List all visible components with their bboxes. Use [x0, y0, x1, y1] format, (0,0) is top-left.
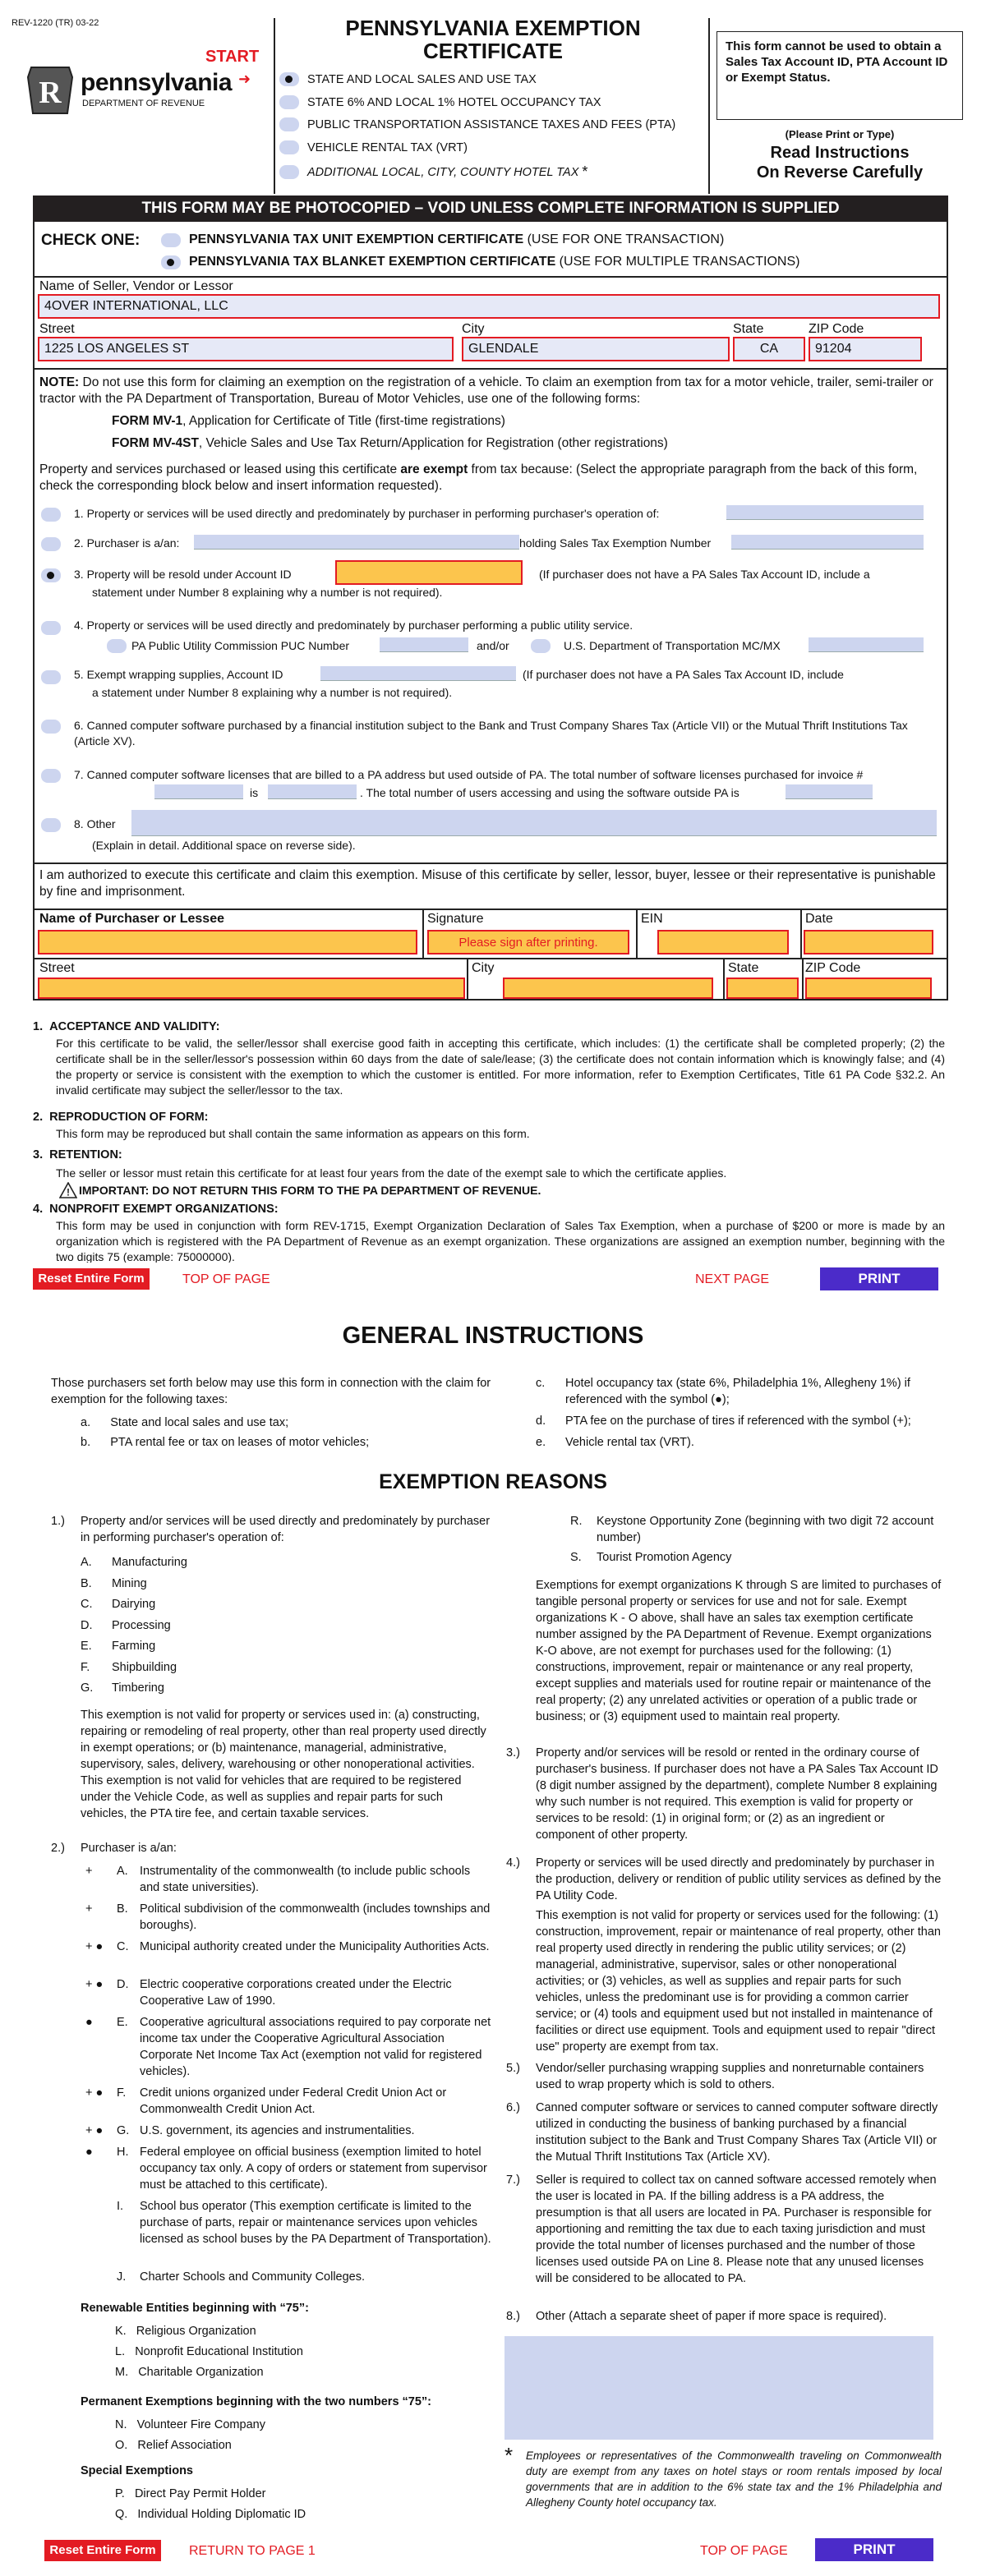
er-7-text: Seller is required to collect tax on canned software accessed remotely when the user is located in PA. If the billing address is a PA address, the presumption is that all users are located in PA. Purchaser is responsible for apportioning and remitting the tax due to each taxing jurisdiction and must provide the total number of licenses purchased and the number of those licenses used outside PA on Line 8. Please note that any unused licenses will be considered to be allocated to PA.: [536, 2174, 937, 2285]
tax-option-local-hotel[interactable]: ADDITIONAL LOCAL, CITY, COUNTY HOTEL TAX *: [279, 163, 587, 181]
general-item-c-letter: c.: [536, 1377, 546, 1390]
purchaser-street-label: Street: [39, 961, 75, 975]
cert-option-unit[interactable]: PENNSYLVANIA TAX UNIT EXEMPTION CERTIFICATE (USE FOR ONE TRANSACTION): [161, 232, 724, 247]
tax-option-hotel-occupancy[interactable]: STATE 6% AND LOCAL 1% HOTEL OCCUPANCY TAX: [279, 95, 601, 109]
er-k-s-note: Exemptions for exempt organizations K through S are limited to purchases of tangible personal property or services for use and not for sale. Exempt organizations K - O above, shall have an sales tax exemption certificate number assigned by the PA Department of Revenue. Exempt organizations K-O above, are not exempt for purchases used for the following: (1) constructions, improvement, repair or maintenance or any real property, except supplies and materials used for routine repair or maintenance of the real property; (2) any unrelated activities or operation of a public trade or business; or (3) equipment used to maintain real property.: [536, 1579, 942, 1723]
radio-icon[interactable]: [279, 165, 299, 179]
svg-text:!: !: [67, 1186, 70, 1198]
reason-4-puc-label: PA Public Utility Commission PUC Number: [131, 639, 350, 652]
general-item-b: b. PTA rental fee or tax on leases of motor vehicles;: [81, 1436, 370, 1449]
pa-keystone-logo-icon: [26, 66, 74, 115]
er-s-letter: S.: [570, 1551, 582, 1564]
footnote-asterisk-icon: *: [505, 2443, 514, 2468]
tax-option-pta[interactable]: PUBLIC TRANSPORTATION ASSISTANCE TAXES AND FEES (PTA): [279, 117, 675, 131]
exemption-symbol-icon: ●: [85, 2016, 93, 2029]
radio-icon[interactable]: [41, 818, 61, 832]
photocopy-banner: THIS FORM MAY BE PHOTOCOPIED – VOID UNLESS COMPLETE INFORMATION IS SUPPLIED: [33, 196, 948, 222]
form-mv4st-line: FORM MV-4ST, Vehicle Sales and Use Tax Return/Application for Registration (other registrations): [112, 436, 668, 450]
general-item-c: Hotel occupancy tax (state 6%, Philadelphia 1%, Allegheny 1%) if referenced with the symbol (●);: [565, 1377, 910, 1406]
reason-4: 4. Property or services will be used directly and predominately by purchaser performing a public utility service.: [74, 619, 634, 632]
purchaser-state-field[interactable]: [726, 978, 799, 999]
top-of-page-link[interactable]: TOP OF PAGE: [182, 1272, 270, 1286]
purchaser-name-field[interactable]: [38, 930, 417, 954]
seller-name-label: Name of Seller, Vendor or Lessor: [39, 279, 233, 293]
form-title: PENNSYLVANIA EXEMPTION CERTIFICATE: [345, 16, 641, 63]
reason-7-users-field[interactable]: [786, 784, 873, 799]
reason-8-other-field[interactable]: [131, 810, 937, 836]
tax-option-sales-use[interactable]: STATE AND LOCAL SALES AND USE TAX: [279, 72, 537, 86]
cert-option-blanket[interactable]: PENNSYLVANIA TAX BLANKET EXEMPTION CERTIFICATE (USE FOR MULTIPLE TRANSACTIONS): [161, 255, 799, 269]
reason-7-tail: . The total number of users accessing and using the software outside PA is: [360, 786, 740, 799]
reason-8-checkbox[interactable]: [41, 818, 69, 836]
section-4-title: 4. NONPROFIT EXEMPT ORGANIZATIONS:: [33, 1203, 279, 1216]
authorization-statement: I am authorized to execute this certificate and claim this exemption. Misuse of this certificate by seller, lessor, buyer, lessee or their representative is punishable by fine and imprisonment.: [39, 868, 936, 899]
special-list: P. Direct Pay Permit Holder Q. Individual Holding Diplomatic ID: [115, 2487, 306, 2521]
reset-form-button[interactable]: Reset Entire Form: [33, 1268, 150, 1290]
general-item-e: Vehicle rental tax (VRT).: [565, 1436, 694, 1449]
print-button[interactable]: PRINT: [815, 2538, 933, 2561]
section-3-title: 3. RETENTION:: [33, 1148, 122, 1162]
special-heading: Special Exemptions: [81, 2464, 193, 2477]
radio-icon[interactable]: [41, 720, 61, 734]
reason-3: 3. Property will be resold under Account ID: [74, 568, 292, 581]
reason-6-checkbox[interactable]: [41, 720, 69, 738]
seller-street-field[interactable]: 1225 LOS ANGELES ST: [38, 337, 454, 361]
reason-4-dot-label: U.S. Department of Transportation MC/MX: [564, 639, 781, 652]
general-instructions-title: GENERAL INSTRUCTIONS: [342, 1322, 644, 1349]
notice-box: This form cannot be used to obtain a Sales Tax Account ID, PTA Account ID or Exempt Status.: [716, 31, 963, 120]
er-8-num: 8.): [506, 2310, 520, 2323]
seller-zip-field[interactable]: 91204: [809, 337, 922, 361]
er-1-items: Manufacturing Mining Dairying Processing Farming Shipbuilding Timbering: [112, 1556, 187, 1695]
exempt-intro: Property and services purchased or leased using this certificate are exempt from tax because: (Select the appropriate paragraph from the back of this form, check the corresponding block below and insert information requested).: [39, 462, 918, 493]
er-7-num: 7.): [506, 2174, 520, 2187]
reason-3-tail-b: statement under Number 8 explaining why a number is not required).: [92, 586, 443, 599]
radio-selected-icon[interactable]: [279, 72, 299, 86]
logo-wordmark: pennsylvania: [81, 69, 233, 96]
renewable-list: K. Religious Organization L. Nonprofit Educational Institution M. Charitable Organization: [115, 2325, 303, 2379]
radio-selected-icon[interactable]: [161, 255, 181, 269]
reason-2-tail: holding Sales Tax Exemption Number: [519, 536, 712, 550]
reason-2-exemption-number-field[interactable]: [731, 535, 924, 550]
renewable-heading: Renewable Entities beginning with “75”:: [81, 2302, 309, 2315]
next-page-link[interactable]: NEXT PAGE: [695, 1272, 770, 1286]
reason-3-checkbox[interactable]: [41, 568, 69, 586]
purchaser-state-label: State: [728, 961, 759, 975]
purchaser-zip-field[interactable]: [805, 978, 932, 999]
header-divider-left: [274, 18, 275, 194]
er-8-other-textarea[interactable]: [505, 2336, 933, 2440]
signature-field[interactable]: Please sign after printing.: [427, 930, 629, 954]
general-item-a: a. State and local sales and use tax;: [81, 1416, 289, 1429]
divider: [33, 958, 948, 959]
form-mv1-line: FORM MV-1, Application for Certificate of Title (first-time registrations): [112, 414, 505, 428]
print-or-type: (Please Print or Type): [785, 128, 895, 140]
start-arrow-icon: ➜: [238, 71, 251, 87]
exemption-symbol-icon: + ●: [85, 2086, 104, 2100]
seller-city-label: City: [462, 322, 485, 336]
exemption-symbol-icon: + ●: [85, 1940, 104, 1953]
reason-5: 5. Exempt wrapping supplies, Account ID: [74, 668, 283, 681]
radio-icon[interactable]: [41, 537, 61, 551]
radio-selected-icon[interactable]: [41, 568, 61, 582]
radio-icon[interactable]: [279, 117, 299, 131]
divider: [33, 368, 948, 370]
divider: [422, 908, 424, 958]
purchaser-name-label: Name of Purchaser or Lessee: [39, 912, 224, 926]
reason-8-explain: (Explain in detail. Additional space on reverse side).: [92, 839, 356, 852]
er-4-text: Property or services will be used directly and predominately by purchaser in the production, delivery or rendition of public utility services as defined by the PA Utility Code.: [536, 1856, 942, 1902]
er-2-text: Purchaser is a/an:: [81, 1842, 177, 1855]
reason-6: 6. Canned computer software purchased by a financial institution subject to the Bank and Trust Company Shares Tax (Article VII) or the Mutual Thrift Institutions Tax (Article XV).: [74, 719, 908, 748]
reason-7-checkbox[interactable]: [41, 769, 69, 787]
reason-7-invoice-field[interactable]: [154, 784, 243, 799]
reason-1-checkbox[interactable]: [41, 508, 69, 526]
er-5-num: 5.): [506, 2062, 520, 2075]
reason-4-puc-checkbox[interactable]: [107, 639, 135, 657]
section-1-body: For this certificate to be valid, the seller/lessor shall exercise good faith in accepting this certificate, which includes: (1) the certificate shall be completed properly; (2) the certificate shall be in the seller/lessor's possession within 60 days from the date of sale/lease; (3) the certificate does not contain information which is knowingly false; and (4) the property or service is consistent with the exemption to which the customer is entitled. For more information, refer to Exemption Certificates, Title 61 PA Code §32.2. An invalid certificate may subject the seller/lessor to the tax.: [56, 1037, 945, 1097]
ein-label: EIN: [641, 912, 663, 926]
reason-1: 1. Property or services will be used directly and predominately by purchaser in performing purchaser's operation of:: [74, 507, 660, 520]
reason-2-checkbox[interactable]: [41, 537, 69, 555]
radio-icon[interactable]: [531, 639, 551, 653]
reason-4-puc-field[interactable]: [380, 637, 468, 652]
exemption-symbol-icon: + ●: [85, 2124, 104, 2137]
seller-state-label: State: [733, 322, 764, 336]
reset-form-button[interactable]: Reset Entire Form: [44, 2540, 161, 2561]
er-6-num: 6.): [506, 2101, 520, 2114]
er-1-num: 1.): [51, 1515, 65, 1528]
radio-icon[interactable]: [41, 670, 61, 684]
form-number: REV-1220 (TR) 03-22: [12, 18, 99, 28]
print-button[interactable]: PRINT: [820, 1267, 938, 1290]
radio-icon[interactable]: [161, 233, 181, 247]
section-2-title: 2. REPRODUCTION OF FORM:: [33, 1111, 209, 1124]
seller-state-field[interactable]: CA: [733, 337, 805, 361]
reason-5-tail-b: a statement under Number 8 explaining why a number is not required).: [92, 686, 453, 699]
general-item-d: PTA fee on the purchase of tires if referenced with the symbol (+);: [565, 1414, 911, 1428]
er-r-text: Keystone Opportunity Zone (beginning with two digit 72 account number): [597, 1515, 934, 1544]
reason-7-licenses-field[interactable]: [268, 784, 357, 799]
er-3-text: Property and/or services will be resold or rented in the ordinary course of purchaser's business. If purchaser does not have a PA Sales Tax Account ID (8 digit number assigned by the department), complete Number 8 explaining why such number is not required. This exemption is valid for property or services to be resold: (1) in original form; or (2) as an ingredient or component of other property.: [536, 1746, 938, 1842]
er-r-letter: R.: [570, 1515, 583, 1528]
exemption-symbol-icon: ●: [85, 2146, 93, 2159]
er-8-text: Other (Attach a separate sheet of paper if more space is required).: [536, 2310, 887, 2323]
seller-zip-label: ZIP Code: [809, 322, 864, 336]
date-label: Date: [805, 912, 833, 926]
reason-2-purchaser-type-field[interactable]: [194, 535, 519, 550]
er-3-num: 3.): [506, 1746, 520, 1760]
section-1-title: 1. ACCEPTANCE AND VALIDITY:: [33, 1020, 220, 1033]
purchaser-zip-label: ZIP Code: [805, 961, 861, 975]
seller-name-field[interactable]: 4OVER INTERNATIONAL, LLC: [38, 294, 940, 319]
radio-icon[interactable]: [41, 769, 61, 783]
radio-icon[interactable]: [279, 140, 299, 154]
section-4-body: This form may be used in conjunction with form REV-1715, Exempt Organization Declaration of Sales Tax Exemption, when a purchase of $200 or more is made by an organization which is registered with the PA Department of Revenue as an exempt organization. These organizations are assigned an exemption number, beginning with the two digits 75 (example: 75000000).: [56, 1219, 945, 1263]
er-4-num: 4.): [506, 1856, 520, 1870]
section-2-body: This form may be reproduced but shall contain the same information as appears on this form.: [56, 1127, 530, 1140]
section-3-body: The seller or lessor must retain this certificate for at least four years from the date of the exempt sale to which the certificate applies.: [56, 1166, 727, 1180]
er-2-num: 2.): [51, 1842, 65, 1855]
er-s-text: Tourist Promotion Agency: [597, 1551, 732, 1564]
reason-5-account-id-field[interactable]: [320, 666, 516, 681]
warning-icon: [59, 1182, 77, 1198]
tax-option-vrt[interactable]: VEHICLE RENTAL TAX (VRT): [279, 140, 468, 154]
reason-3-tail-a: (If purchaser does not have a PA Sales Tax Account ID, include a: [539, 568, 870, 581]
divider: [467, 958, 468, 1000]
purchaser-city-field[interactable]: [503, 978, 713, 999]
signature-label: Signature: [427, 912, 484, 926]
hotel-footnote: Employees or representatives of the Commonwealth traveling on Commonwealth duty are exempt from any taxes on hotel stays or room rentals imposed by local governments that are in addition to the 6% state tax and the 1% Philadelphia and Allegheny County hotel occupancy tax.: [526, 2450, 942, 2509]
reason-4-checkbox[interactable]: [41, 621, 69, 639]
reason-1-operation-field[interactable]: [726, 505, 924, 520]
reason-4-dot-checkbox[interactable]: [531, 639, 559, 657]
divider: [636, 908, 638, 958]
reason-5-tail-a: (If purchaser does not have a PA Sales Tax Account ID, include: [523, 668, 844, 681]
seller-street-label: Street: [39, 322, 75, 336]
asterisk-icon: *: [582, 163, 588, 180]
top-of-page-link[interactable]: TOP OF PAGE: [700, 2544, 788, 2558]
exemption-symbol-icon: +: [85, 1902, 93, 1916]
radio-icon[interactable]: [41, 621, 61, 635]
purchaser-city-label: City: [472, 961, 495, 975]
permanent-list: N. Volunteer Fire Company O. Relief Association: [115, 2418, 265, 2452]
divider: [723, 958, 725, 1000]
purchaser-street-field[interactable]: [38, 978, 465, 999]
divider: [33, 908, 948, 910]
divider: [802, 958, 804, 1000]
er-5-text: Vendor/seller purchasing wrapping supplies and nonreturnable containers used to wrap property which is sold to others.: [536, 2062, 924, 2091]
reason-4-andor: and/or: [477, 639, 509, 652]
er-1-letters: A. B. C. D. E. F. G.: [81, 1556, 94, 1695]
exemption-symbol-icon: +: [85, 1865, 93, 1878]
general-item-e-letter: e.: [536, 1436, 546, 1449]
exemption-symbol-icon: + ●: [85, 1978, 104, 1991]
reason-7: 7. Canned computer software licenses that are billed to a PA address but used outside of PA. The total number of software licenses purchased for invoice #: [74, 768, 864, 781]
permanent-heading: Permanent Exemptions beginning with the two numbers “75”:: [81, 2395, 431, 2408]
divider: [800, 908, 802, 958]
general-intro: Those purchasers set forth below may use this form in connection with the claim for exemption for the following taxes:: [51, 1377, 491, 1406]
start-label: START: [205, 48, 260, 66]
check-one-label: CHECK ONE:: [41, 232, 141, 249]
radio-icon[interactable]: [41, 508, 61, 522]
er-4-note: This exemption is not valid for property or services used for the following: (1) construction, improvement, repair or maintenance of real property, other than real property used directly in rendering the public utility services; or (2) managerial, administrative, supervisor, sales or other nonoperational activities; or (3) vehicles, as well as supplies and repair parts for such vehicles, unless the predominant use is for providing a common carrier service; or (4) tools and equipment used but not installed in maintenance of facilities or direct use equipment. Tools and equipment used to repair "direct use" property are exempt from tax.: [536, 1909, 941, 2054]
radio-icon[interactable]: [107, 639, 127, 653]
return-to-page-1-link[interactable]: RETURN TO PAGE 1: [189, 2544, 316, 2558]
divider: [33, 862, 948, 864]
vehicle-note: NOTE: Do not use this form for claiming an exemption on the registration of a vehicle. To claim an exemption from tax for a motor vehicle, trailer, semi-trailer or tractor with the PA Department of Transportation, Bureau of Motor Vehicles, use one of the following forms:: [39, 375, 933, 406]
seller-city-field[interactable]: GLENDALE: [462, 337, 730, 361]
read-instructions: Read Instructions On Reverse Carefully: [756, 144, 924, 182]
exemption-reasons-title: EXEMPTION REASONS: [379, 1470, 607, 1493]
general-item-d-letter: d.: [536, 1414, 546, 1428]
er-1-text: Property and/or services will be used directly and predominately by purchaser in performing purchaser's operation of:: [81, 1515, 491, 1544]
reason-2: 2. Purchaser is a/an:: [74, 536, 180, 550]
reason-7-is: is: [250, 786, 259, 799]
reason-3-account-id-field[interactable]: [335, 560, 523, 585]
section-3-important: IMPORTANT: DO NOT RETURN THIS FORM TO THE PA DEPARTMENT OF REVENUE.: [79, 1184, 541, 1197]
svg-text:R: R: [39, 76, 62, 110]
reason-8: 8. Other: [74, 817, 116, 830]
logo-department: DEPARTMENT OF REVENUE: [82, 99, 205, 108]
ein-field[interactable]: [657, 930, 789, 954]
divider: [33, 276, 948, 278]
date-field[interactable]: [804, 930, 933, 954]
reason-5-checkbox[interactable]: [41, 670, 69, 688]
radio-icon[interactable]: [279, 95, 299, 109]
er-1-note: This exemption is not valid for property or services used in: (a) constructing, repairing or remodeling of real property, other than real property used directly in exempt operations; or (b) maintenance, managerial, administrative, supervisory, sales, delivery, warehousing or other nonoperational activities. This exemption is not valid for vehicles that are required to be registered under the Vehicle Code, as well as supplies and repair parts for such vehicles, the PTA tire fee, and certain taxable services.: [81, 1709, 486, 1820]
er-6-text: Canned computer software or services to canned computer software directly utilized in conducting the business of banking purchased by a financial institution subject to the Bank and Trust Company Shares Tax (Article VII) or the Mutual Thrift Institutions Tax (Article XV).: [536, 2101, 938, 2164]
reason-4-mcmx-field[interactable]: [809, 637, 924, 652]
